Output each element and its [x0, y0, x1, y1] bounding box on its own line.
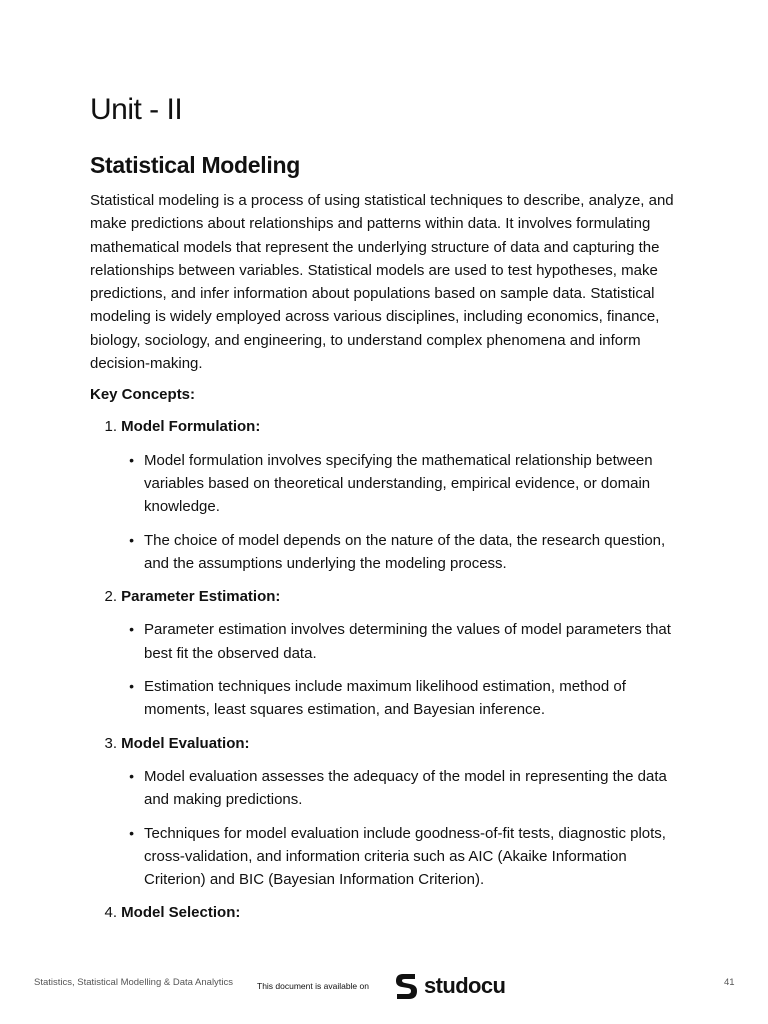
concept-bullets	[90, 449, 690, 575]
bullet-item	[90, 618, 690, 665]
bullet-item	[90, 765, 690, 812]
bullet-text: Estimation techniques include maximum likelihood estimation, method of moments, least squares estimation, and Bayesian inference.	[144, 678, 626, 719]
bullet-icon: •	[129, 451, 134, 468]
concept-bullets	[90, 765, 690, 891]
concept-item	[90, 732, 690, 892]
bullet-item	[90, 449, 690, 519]
bullet-text: Techniques for model evaluation include goodness-of-fit tests, diagnostic plots, cross-validation, and information criteria such as AIC (Akaike Information Criterion) and BIC (Bayesian Information Criterion).	[144, 824, 666, 889]
concept-item	[90, 585, 690, 721]
bullet-item	[90, 675, 690, 722]
concept-title: Parameter Estimation:	[121, 588, 281, 606]
concepts-list	[90, 415, 690, 924]
bullet-item	[90, 529, 690, 576]
bullet-text: Model formulation involves specifying the mathematical relationship between variables based on theoretical understanding, empirical evidence, or domain knowledge.	[144, 451, 653, 516]
concept-number: 2.	[104, 588, 117, 606]
studocu-logo[interactable]	[393, 970, 505, 1002]
concept-title: Model Formulation:	[121, 418, 261, 436]
bullet-icon: •	[129, 621, 134, 638]
bullet-icon: •	[129, 531, 134, 548]
concept-title: Model Selection:	[121, 904, 241, 922]
page-footer	[0, 968, 768, 1004]
section-title: Statistical Modeling	[90, 152, 300, 178]
page-number: 41	[724, 977, 735, 988]
document-page	[90, 92, 690, 935]
bullet-item	[90, 822, 690, 892]
concept-bullets	[90, 618, 690, 721]
footer-doc-title: Statistics, Statistical Modelling & Data Analytics	[34, 977, 234, 988]
concept-number: 1.	[104, 418, 117, 436]
bullet-text: Parameter estimation involves determining the values of model parameters that best fit the observed data.	[144, 621, 671, 662]
concept-number: 3.	[104, 734, 117, 752]
footer-available-text: This document is available on	[257, 981, 369, 991]
studocu-brand: studocu	[424, 973, 506, 998]
bullet-text: Model evaluation assesses the adequacy of the model in representing the data and making predictions.	[144, 767, 667, 809]
concept-number: 4.	[104, 904, 117, 922]
key-concepts-heading: Key Concepts:	[90, 386, 196, 404]
concept-item	[90, 415, 690, 575]
studocu-logo-icon	[393, 970, 421, 1002]
bullet-text: The choice of model depends on the nature of the data, the research question, and the assumptions underlying the modeling process.	[144, 531, 666, 572]
concept-item	[90, 901, 690, 924]
intro-paragraph: Statistical modeling is a process of using statistical techniques to describe, analyze, and make predictions about relationships and patterns within data. It involves formulating mathematical models that represent the underlying structure of data and capturing the relationships between variables. Statistical models are used to test hypotheses, make predictions, and infer information about populations based on sample data. Statistical modeling is widely employed across various disciplines, including economics, finance, biology, sociology, and engineering, to understand complex phenomena and inform decision-making.	[90, 192, 674, 373]
unit-title: Unit - II	[90, 93, 183, 126]
bullet-icon: •	[129, 678, 134, 695]
concept-title: Model Evaluation:	[121, 734, 250, 752]
bullet-icon: •	[129, 767, 134, 784]
bullet-icon: •	[129, 824, 134, 841]
